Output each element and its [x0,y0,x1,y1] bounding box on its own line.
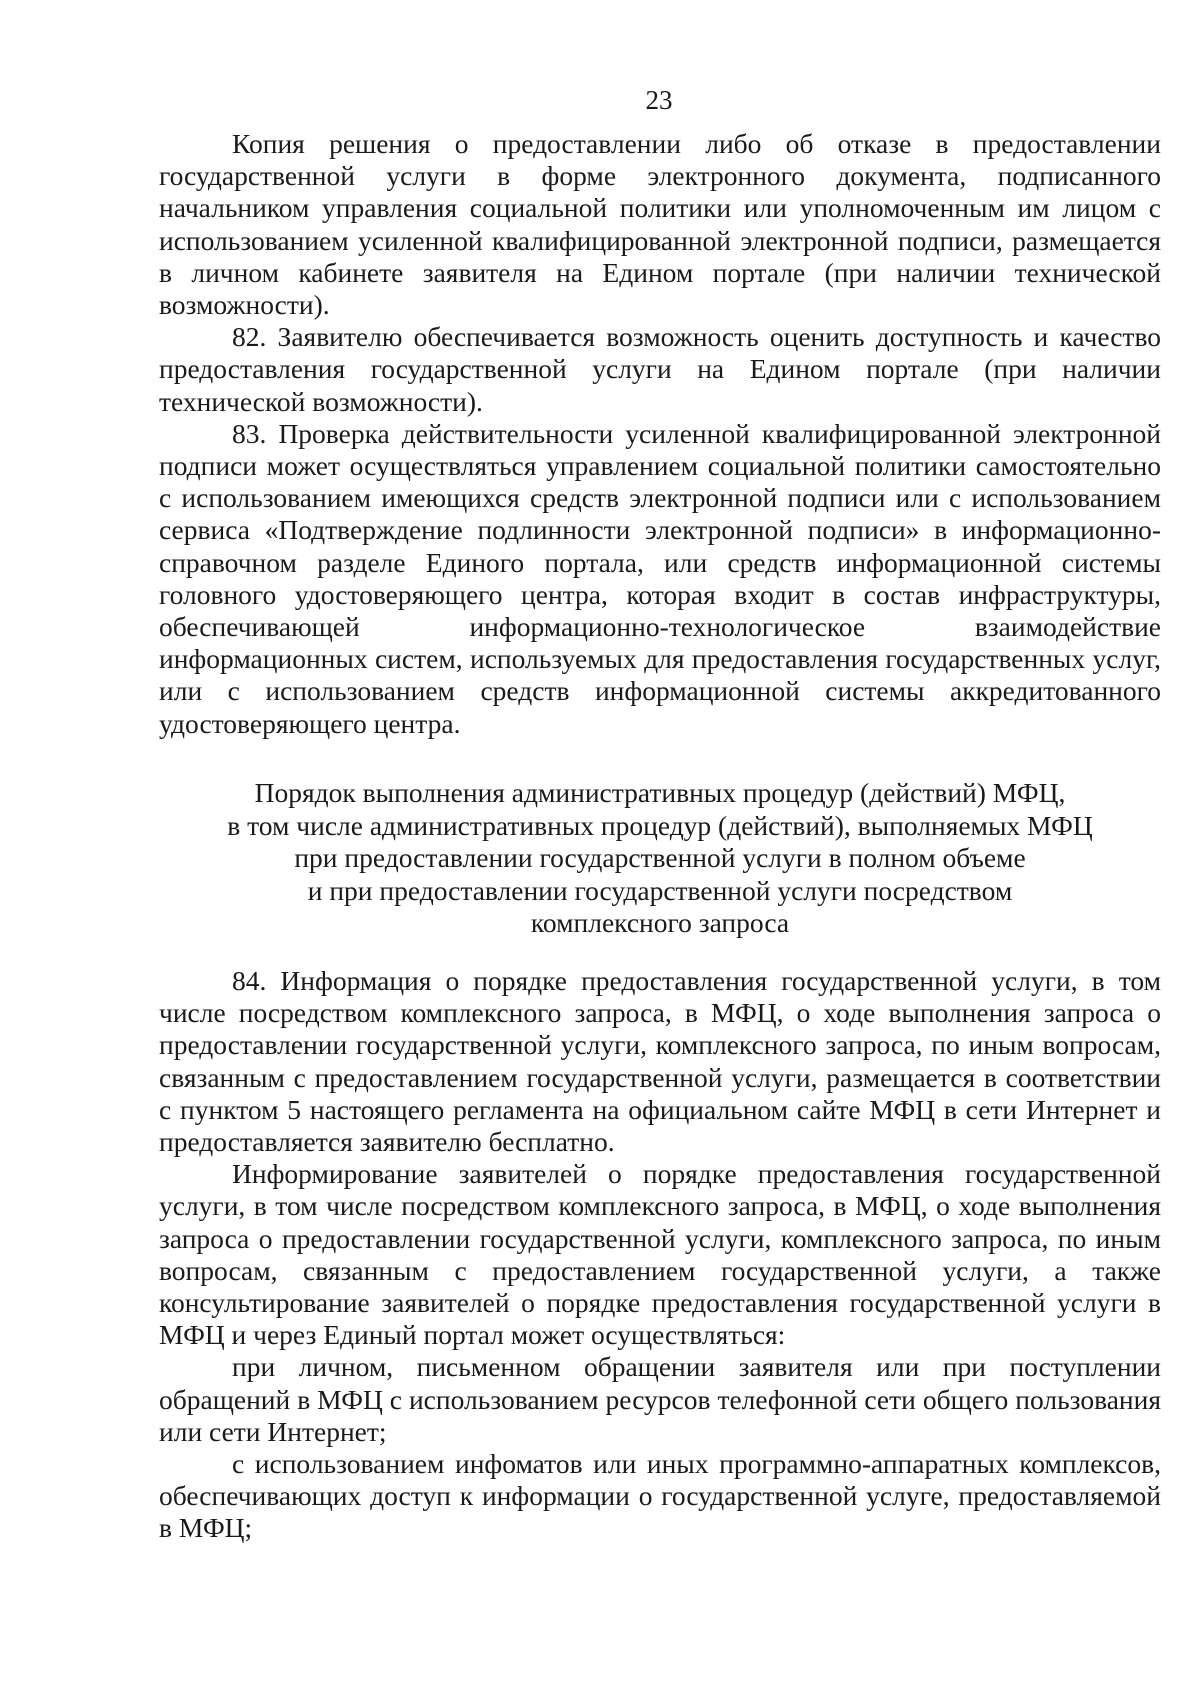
body-text-top [159,128,1161,740]
section-heading-line: и при предоставлении государственной услуги посредством [307,874,1013,906]
body-text-bottom [159,965,1161,1545]
paragraph-83: 83. Проверка действительности усиленной квалифицированной электронной подписи может осуществляться управлением социальной политики самостоятельно с использованием имеющихся средств электронной подписи или с использованием сервиса «Подтверждение подлинности электронной подписи» в информационно-справочном разделе Единого портала, или средств информационной системы головного удостоверяющего центра, которая входит в состав инфраструктуры, обеспечивающей информационно-технологическое взаимодействие информационных систем, используемых для предоставления государственных услуг, или с использованием средств информационной системы аккредитованного удостоверяющего центра. [159,417,1161,739]
paragraph-personal-appeal: при личном, письменном обращении заявителя или при поступлении обращений в МФЦ с использованием ресурсов телефонной сети общего пользования или сети Интернет; [159,1351,1161,1447]
paragraph-84: 84. Информация о порядке предоставления государственной услуги, в том числе посредством комплексного запроса, в МФЦ, о ходе выполнения запроса о предоставлении государственной услуги, комплексного запроса, по иным вопросам, связанным с предоставлением государственной услуги, размещается в соответствии с пунктом 5 настоящего регламента на официальном сайте МФЦ в сети Интернет и предоставляется заявителю бесплатно. [159,965,1161,1158]
paragraph-infomats: с использованием инфоматов или иных программно-аппаратных комплексов, обеспечивающих доступ к информации о государственной услуге, предоставляемой в МФЦ; [159,1448,1161,1544]
section-heading-line: в том числе административных процедур (действий), выполняемых МФЦ [227,809,1093,841]
section-heading-line: Порядок выполнения административных процедур (действий) МФЦ, [254,777,1066,808]
section-heading [159,777,1161,940]
paragraph-82: 82. Заявителю обеспечивается возможность оценить доступность и качество предоставления государственной услуги на Едином портале (при наличии технической возможности). [159,321,1161,417]
paragraph-informing: Информирование заявителей о порядке предоставления государственной услуги, в том числе посредством комплексного запроса, в МФЦ, о ходе выполнения запроса о предоставлении государственной услуги, комплексного запроса, по иным вопросам, связанным с предоставлением государственной услуги, а также консультирование заявителей о порядке предоставления государственной услуги в МФЦ и через Единый портал может осуществляться: [159,1158,1161,1351]
page-number: 23 [645,85,673,115]
section-heading-line: комплексного запроса [530,907,790,938]
paragraph-decision-copy: Копия решения о предоставлении либо об отказе в предоставлении государственной услуги в форме электронного документа, подписанного начальником управления социальной политики или уполномоченным им лицом с использованием усиленной квалифицированной электронной подписи, размещается в личном кабинете заявителя на Едином портале (при наличии технической возможности). [159,128,1161,321]
section-heading-line: при предоставлении государственной услуги в полном объеме [294,842,1026,873]
